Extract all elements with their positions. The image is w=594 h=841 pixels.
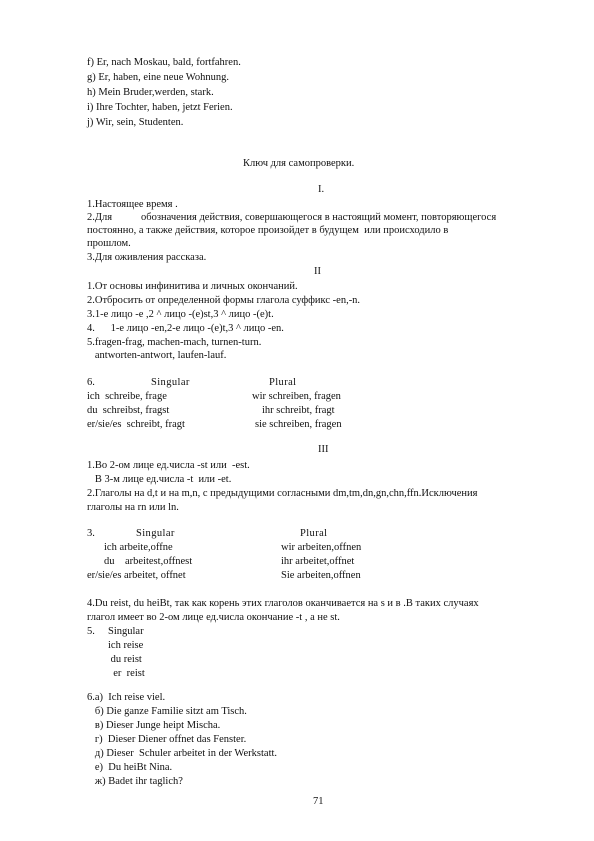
section-numeral: III <box>318 444 329 455</box>
singular-form: du schreibst, fragst <box>87 405 170 416</box>
plural-form: sie schreiben, fragen <box>255 419 342 430</box>
text-line: 5. Singular <box>87 626 144 637</box>
table-number: 6. <box>87 377 95 388</box>
text-line: 1.Во 2-ом лице ед.числа -st или -est. <box>87 460 250 471</box>
singular-header: Singular <box>151 377 190 388</box>
plural-header: Plural <box>269 377 297 388</box>
plural-form: wir schreiben, fragen <box>252 391 341 402</box>
table-number: 3. <box>87 528 95 539</box>
exercise-line: f) Er, nach Moskau, bald, fortfahren. <box>87 57 241 68</box>
text-line: 2.Для обозначения действия, совершающегося в настоящий момент, повторяющегося <box>87 212 497 223</box>
text-line: 3.Для оживления рассказа. <box>87 252 207 263</box>
exercise-line: h) Mein Bruder,werden, stark. <box>87 87 214 98</box>
answer-line: в) Dieser Junge heipt Mischa. <box>87 720 221 731</box>
page-number: 71 <box>313 796 324 807</box>
text-line: 4. 1-е лицо -en,2-е лицо -(e)t,3 ^ лицо -en. <box>87 323 284 334</box>
exercise-line: g) Er, haben, eine neue Wohnung. <box>87 72 229 83</box>
text-line: du reist <box>87 654 142 665</box>
singular-form: du arbeitest,offnest <box>104 556 193 567</box>
answer-line: г) Dieser Diener offnet das Fenster. <box>87 734 247 745</box>
text-line: 3.1-е лицо -e ,2 ^ лицо -(e)st,3 ^ лицо -(e)t. <box>87 309 274 320</box>
singular-form: ich schreibe, frage <box>87 391 167 402</box>
text-line: 2.Отбросить от определенной формы глагола суффикс -en,-n. <box>87 295 361 306</box>
exercise-line: j) Wir, sein, Studenten. <box>87 117 184 128</box>
plural-form: Sie arbeiten,offnen <box>281 570 361 581</box>
plural-form: ihr schreibt, fragt <box>262 405 335 416</box>
singular-form: ich arbeite,offne <box>104 542 173 553</box>
plural-form: wir arbeiten,offnen <box>281 542 362 553</box>
answer-line: ж) Badet ihr taglich? <box>87 776 183 787</box>
exercise-line: i) Ihre Tochter, haben, jetzt Ferien. <box>87 102 233 113</box>
section-numeral: II <box>314 266 321 277</box>
text-line: 1.Настоящее время . <box>87 199 178 210</box>
text-line: 4.Du reist, du heiBt, так как корень этих глаголов оканчивается на s и в .В таких случаях <box>87 598 479 609</box>
answer-line: б) Die ganze Familie sitzt am Tisch. <box>87 706 247 717</box>
text-line: глаголы на rn или ln. <box>87 502 179 513</box>
text-line: antworten-antwort, laufen-lauf. <box>87 350 227 361</box>
key-title: Ключ для самопроверки. <box>243 158 355 169</box>
answer-line: д) Dieser Schuler arbeitet in der Werkstatt. <box>87 748 278 759</box>
singular-header: Singular <box>136 528 175 539</box>
text-line: прошлом. <box>87 238 131 249</box>
text-line: ich reise <box>87 640 144 651</box>
text-line: постоянно, а также действия, которое произойдет в будущем или происходило в <box>87 225 449 236</box>
text-line: 2.Глаголы на d,t и на m,n, с предыдущими согласными dm,tm,dn,gn,chn,ffn.Исключения <box>87 488 478 499</box>
section-numeral: I. <box>318 184 325 195</box>
answer-line: 6.a) Ich reise viel. <box>87 692 166 703</box>
plural-form: ihr arbeitet,offnet <box>281 556 355 567</box>
text-line: глагол имеет во 2-ом лице ед.числа окончание -t , а не st. <box>87 612 340 623</box>
text-line: 1.От основы инфинитива и личных окончаний. <box>87 281 298 292</box>
singular-form: er/sie/es arbeitet, offnet <box>87 570 186 581</box>
text-line: В 3-м лице ед.числа -t или -et. <box>87 474 232 485</box>
singular-form: er/sie/es schreibt, fragt <box>87 419 185 430</box>
text-line: er reist <box>87 668 145 679</box>
answer-line: e) Du heiBt Nina. <box>87 762 173 773</box>
plural-header: Plural <box>300 528 328 539</box>
text-line: 5.fragen-frag, machen-mach, turnen-turn. <box>87 337 262 348</box>
